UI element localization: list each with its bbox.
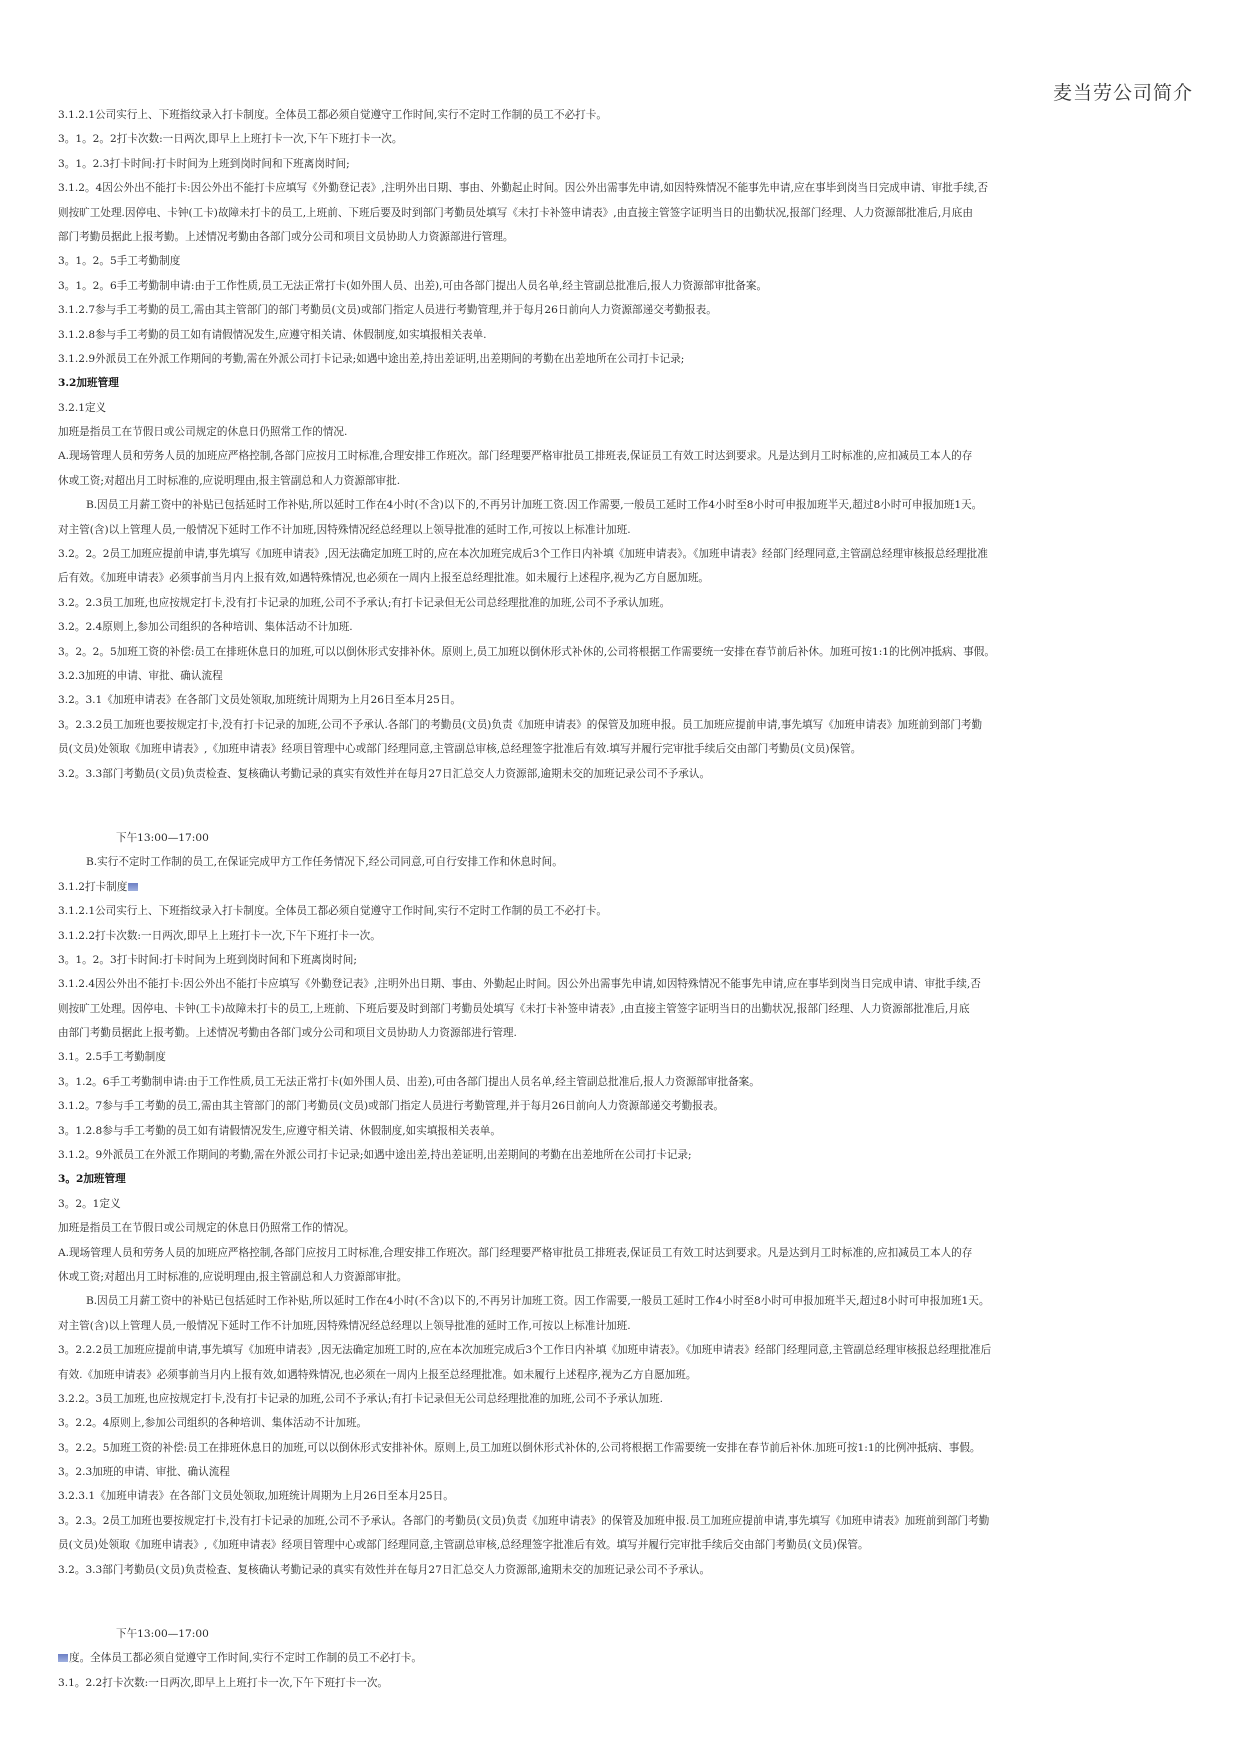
text-line: 3.2。3.3部门考勤员(文员)负责检查、复核确认考勤记录的真实有效性并在每月27日汇总交人力资源部,逾期未交的加班记录公司不予承认。 [58,767,711,780]
text-line: 部门考勤员据此上报考勤。上述情况考勤由各部门或分公司和项目文员协助人力资源部进行管理。 [58,230,514,243]
text-line: B.实行不定时工作制的员工,在保证完成甲方工作任务情况下,经公司同意,可自行安排工作和休息时间。 [86,856,563,869]
text-line: 3。2.2。5加班工资的补偿:员工在排班休息日的加班,可以以倒休形式安排补休。原则上,员工加班以倒休形式补休的,公司将根据工作需要统一安排在春节前后补休.加班可按1:1的比例冲抵病、事假。 [58,1441,981,1454]
text-line: A.现场管理人员和劳务人员的加班应严格控制,各部门应按月工时标准,合理安排工作班次。部门经理要严格审批员工排班表,保证员工有效工时达到要求。凡是达到月工时标准的,应扣减员工本人的存 [58,450,973,463]
text-line: 3。1。2。6手工考勤制申请:由于工作性质,员工无法正常打卡(如外围人员、出差),可由各部门提出人员名单,经主管副总批准后,报人力资源部审批备案。 [58,279,768,292]
text-line: 3.1.2.1公司实行上、下班指纹录入打卡制度。全体员工都必须自觉遵守工作时间,实行不定时工作制的员工不必打卡。 [58,109,607,121]
text-line: 3.2.1定义 [58,401,107,414]
fragment-line [58,1646,1184,1670]
highlight-mark-icon [128,883,138,891]
text-line: 3.1.2.7参与手工考勤的员工,需由其主管部门的部门考勤员(文员)或部门指定人员进行考勤管理,并于每月26日前向人力资源部递交考勤报表。 [58,304,717,317]
text-line: 3。1。2。5手工考勤制度 [58,255,181,268]
text-line: 3。2.3加班的申请、审批、确认流程 [58,1466,230,1479]
text-line: 3.2。2。2员工加班应提前申请,事先填写《加班申请表》,因无法确定加班工时的,应在本次加班完成后3个工作日内补填《加班申请表》。《加班申请表》经部门经理同意,主管副总经理审核报总经理批准 [58,548,988,561]
spacer [58,1582,1184,1622]
document-header-title: 麦当劳公司简介 [1052,82,1193,104]
text-line: 则按旷工处理.因停电、卡钟(工卡)故障未打卡的员工,上班前、下班后要及时到部门考勤员处填写《未打卡补签申请表》,由直接主管签字证明当日的出勤状况,报部门经理、人力资源部批准后,月底由 [58,206,973,219]
text-line: 休或工资;对超出月工时标准的,应说明理由,报主管副总和人力资源部审批. [58,474,401,487]
text-line: 3。2。2。5加班工资的补偿:员工在排班休息日的加班,可以以倒休形式安排补休。原则上,员工加班以倒休形式补休的,公司将根据工作需要统一安排在春节前后补休。加班可按1:1的比例冲抵病、事假。 [58,645,995,658]
text-line: 3.1。2.2打卡次数:一日两次,即早上上班打卡一次,下午下班打卡一次。 [58,1676,389,1689]
text-line: 3。2.3。2员工加班也要按规定打卡,没有打卡记录的加班,公司不予承认。各部门的考勤员(文员)负责《加班申请表》的保管及加班申报.员工加班应提前申请,事先填写《加班申请表》加班前到部门考勤 [58,1514,990,1527]
document-body [58,103,1184,1695]
text-line: 由部门考勤员据此上报考勤。上述情况考勤由各部门或分公司和项目文员协助人力资源部进行管理. [58,1027,517,1040]
section-heading: 3.2加班管理 [58,377,119,390]
time-line: 下午13:00—17:00 [116,1628,209,1641]
text-line: 员(文员)处领取《加班申请表》,《加班申请表》经项目管理中心或部门经理同意,主管副总审核,总经理签字批准后有效。填写并履行完审批手续后交由部门考勤员(文员)保管。 [58,1539,869,1552]
text-line: A.现场管理人员和劳务人员的加班应严格控制,各部门应按月工时标准,合理安排工作班次。部门经理要严格审批员工排班表,保证员工有效工时达到要求。凡是达到月工时标准的,应扣减员工本人的存 [58,1246,973,1259]
text-line: 加班是指员工在节假日或公司规定的休息日仍照常工作的情况. [58,426,348,439]
text-line: 有效.《加班申请表》必须事前当月内上报有效,如遇特殊情况,也必须在一周内上报至总经理批准。如未履行上述程序,视为乙方自愿加班。 [58,1368,697,1381]
text-line: 3.2。2.4原则上,参加公司组织的各种培训、集体活动不计加班. [58,621,353,634]
text-line: 3。2.2.2员工加班应提前申请,事先填写《加班申请表》,因无法确定加班工时的,应在本次加班完成后3个工作日内补填《加班申请表》。《加班申请表》经部门经理同意,主管副总经理审核报总经理批准后 [58,1344,992,1357]
text-line: 3.2.2。3员工加班,也应按规定打卡,没有打卡记录的加班,公司不予承认;有打卡记录但无公司总经理批准的加班,公司不予承认加班. [58,1392,663,1405]
text-line: 3。1.2.8参与手工考勤的员工如有请假情况发生,应遵守相关请、休假制度,如实填报相关表单。 [58,1124,501,1137]
text-line: 加班是指员工在节假日或公司规定的休息日仍照常工作的情况。 [58,1222,355,1235]
spacer [58,786,1184,826]
text-line: B.因员工月薪工资中的补贴已包括延时工作补贴,所以延时工作在4小时(不含)以下的,不再另计加班工资。因工作需要,一般员工延时工作4小时至8小时可申报加班半天,超过8小时可申报加班1天。 [86,1295,990,1308]
text-line: 3.1.2.2打卡次数:一日两次,即早上上班打卡一次,下午下班打卡一次。 [58,929,381,942]
text-fragment: 度。全体员工都必须自觉遵守工作时间,实行不定时工作制的员工不必打卡。 [69,1652,422,1665]
text-line: 3.2。3.3部门考勤员(文员)负责检查、复核确认考勤记录的真实有效性并在每月27日汇总交人力资源部,逾期未交的加班记录公司不予承认。 [58,1563,711,1576]
text-line: B.因员工月薪工资中的补贴已包括延时工作补贴,所以延时工作在4小时(不含)以下的,不再另计加班工资.因工作需要,一般员工延时工作4小时至8小时可申报加班半天,超过8小时可申报加班1天。 [86,499,983,512]
text-line: 对主管(含)以上管理人员,一般情况下延时工作不计加班,因特殊情况经总经理以上领导批准的延时工作,可按以上标准计加班. [58,523,631,536]
text-line: 3.1.2.4因公外出不能打卡:因公外出不能打卡应填写《外勤登记表》,注明外出日期、事由、外勤起止时间。因公外出需事先申请,如因特殊情况不能事先申请,应在事毕到岗当日完成申请、审批手续,否 [58,978,981,991]
section-heading: 3。2加班管理 [58,1173,126,1186]
text-line: 休或工资;对超出月工时标准的,应说明理由,报主管副总和人力资源部审批。 [58,1270,408,1283]
highlight-mark-icon [58,1654,68,1662]
clock-system-line [58,875,1184,899]
text-line: 3.1.2.9外派员工在外派工作期间的考勤,需在外派公司打卡记录;如遇中途出差,持出差证明,出差期间的考勤在出差地所在公司打卡记录; [58,352,685,365]
text-line: 3。1。2。3打卡时间:打卡时间为上班到岗时间和下班离岗时间; [58,953,357,966]
text-line: 3.2。2.3员工加班,也应按规定打卡,没有打卡记录的加班,公司不予承认;有打卡记录但无公司总经理批准的加班,公司不予承认加班。 [58,596,671,609]
time-line: 下午13:00—17:00 [116,831,209,844]
text-line: 则按旷工处理。因停电、卡钟(工卡)故障未打卡的员工,上班前、下班后要及时到部门考勤员处填写《未打卡补签申请表》,由直接主管签字证明当日的出勤状况,报部门经理、人力资源部批准后,月底 [58,1002,970,1015]
text-line: 3.2.3.1《加班申请表》在各部门文员处领取,加班统计周期为上月26日至本月25日。 [58,1490,454,1503]
text-line: 3。2.2。4原则上,参加公司组织的各种培训、集体活动不计加班。 [58,1417,368,1430]
text-line: 3.2。3.1《加班申请表》在各部门文员处领取,加班统计周期为上月26日至本月25日。 [58,694,462,707]
text-line: 3.1.2.1公司实行上、下班指纹录入打卡制度。全体员工都必须自觉遵守工作时间,实行不定时工作制的员工不必打卡。 [58,905,607,918]
text-line: 对主管(含)以上管理人员,一般情况下延时工作不计加班,因特殊情况经总经理以上领导批准的延时工作,可按以上标准计加班. [58,1319,631,1332]
text-line: 3.1.2。9外派员工在外派工作期间的考勤,需在外派公司打卡记录;如遇中途出差,持出差证明,出差期间的考勤在出差地所在公司打卡记录; [58,1149,692,1162]
text-line: 3。2。1定义 [58,1197,121,1210]
text-line: 3.1。2.5手工考勤制度 [58,1051,166,1064]
text-line: 3。1。2.3打卡时间:打卡时间为上班到岗时间和下班离岗时间; [58,157,350,170]
text-line: 3。2.3.2员工加班也要按规定打卡,没有打卡记录的加班,公司不予承认.各部门的考勤员(文员)负责《加班申请表》的保管及加班申报。员工加班应提前申请,事先填写《加班申请表》加班前到部门考勤 [58,718,983,731]
text-line: 3.2.3加班的申请、审批、确认流程 [58,669,223,682]
text-line: 3.1.2。4因公外出不能打卡:因公外出不能打卡应填写《外勤登记表》,注明外出日期、事由、外勤起止时间。因公外出需事先申请,如因特殊情况不能事先申请,应在事毕到岗当日完成申请、审批手续,否 [58,182,989,195]
text-line: 后有效。《加班申请表》必须事前当月内上报有效,如遇特殊情况,也必须在一周内上报至总经理批准。如未履行上述程序,视为乙方自愿加班。 [58,572,710,585]
text-line: 3。1。2。2打卡次数:一日两次,即早上上班打卡一次,下午下班打卡一次。 [58,133,403,146]
text-line: 员(文员)处领取《加班申请表》,《加班申请表》经项目管理中心或部门经理同意,主管副总审核,总经理签字批准后有效.填写并履行完审批手续后交由部门考勤员(文员)保管。 [58,743,862,756]
text-line: 3.1.2.8参与手工考勤的员工如有请假情况发生,应遵守相关请、休假制度,如实填报相关表单. [58,328,487,341]
text-line: 3.1.2。7参与手工考勤的员工,需由其主管部门的部门考勤员(文员)或部门指定人员进行考勤管理,并于每月26日前向人力资源部递交考勤报表。 [58,1100,725,1113]
text-fragment: 3.1.2打卡制度 [58,880,128,893]
text-line: 3。1.2。6手工考勤制申请:由于工作性质,员工无法正常打卡(如外围人员、出差),可由各部门提出人员名单,经主管副总批准后,报人力资源部审批备案。 [58,1075,760,1088]
